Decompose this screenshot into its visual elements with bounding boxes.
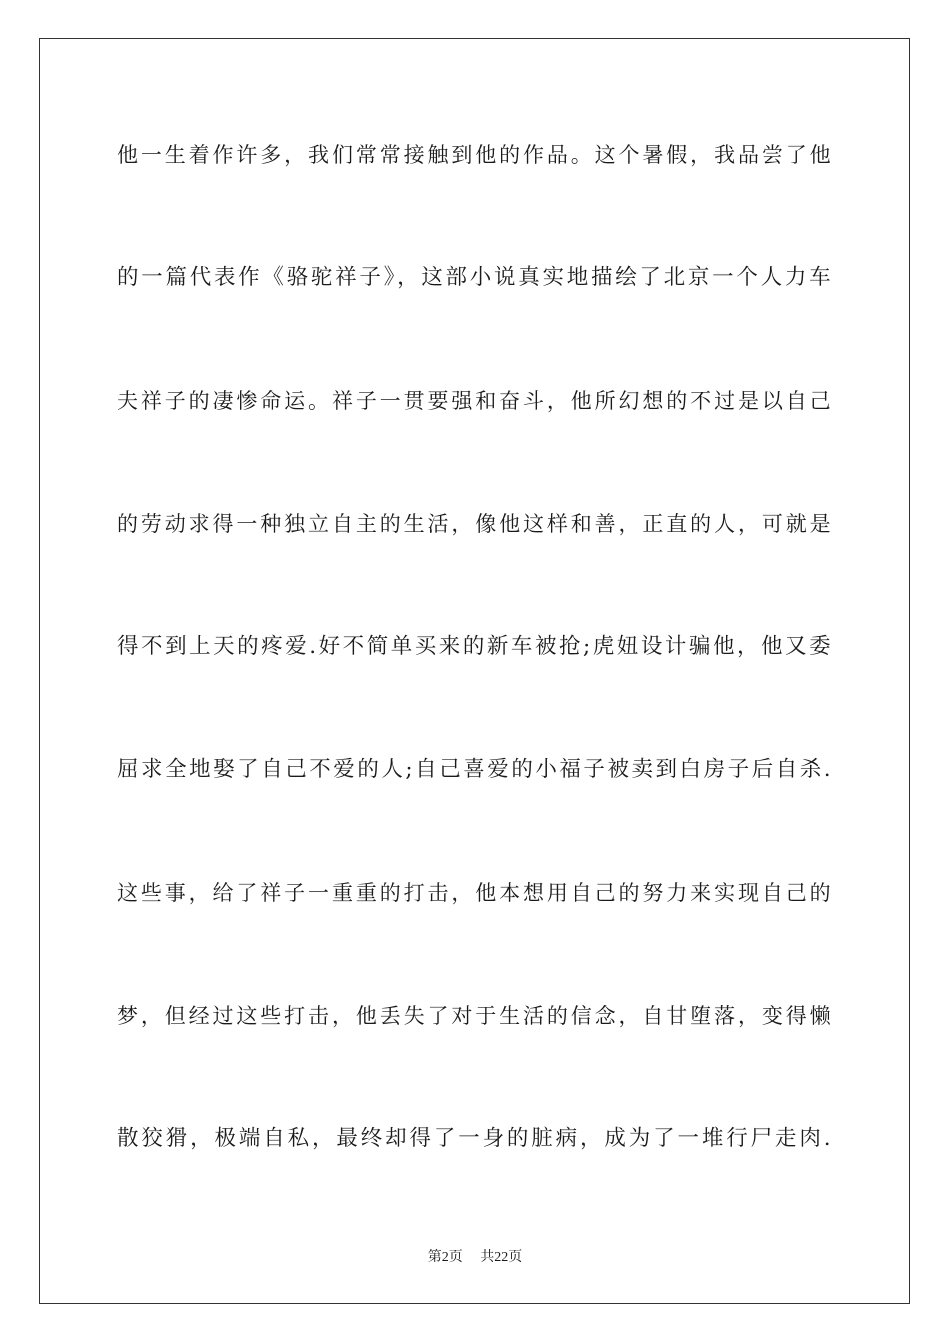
text-line: 散狡猾，极端自私，最终却得了一身的脏病，成为了一堆行尸走肉.	[117, 1126, 833, 1151]
text-line: 梦，但经过这些打击，他丢失了对于生活的信念，自甘堕落，变得懒	[117, 1004, 833, 1028]
page-number: 第2页	[427, 1250, 463, 1265]
text-line: 屈求全地娶了自己不爱的人;自己喜爱的小福子被卖到白房子后自杀.	[117, 757, 833, 782]
text-line: 的劳动求得一种独立自主的生活，像他这样和善，正直的人，可就是	[117, 512, 833, 536]
text-line: 的一篇代表作《骆驼祥子》，这部小说真实地描绘了北京一个人力车	[117, 265, 833, 290]
document-body	[117, 124, 833, 1231]
text-line: 夫祥子的凄惨命运。祥子一贯要强和奋斗，他所幻想的不过是以自己	[117, 389, 833, 413]
text-line: 得不到上天的疼爱.好不简单买来的新车被抢;虎妞设计骗他，他又委	[117, 634, 833, 659]
text-line: 这些事，给了祥子一重重的打击，他本想用自己的努力来实现自己的	[117, 881, 833, 905]
page-total: 共22页	[480, 1250, 523, 1265]
page-footer	[0, 1246, 950, 1266]
text-line: 他一生着作许多，我们常常接触到他的作品。这个暑假，我品尝了他	[117, 143, 833, 167]
